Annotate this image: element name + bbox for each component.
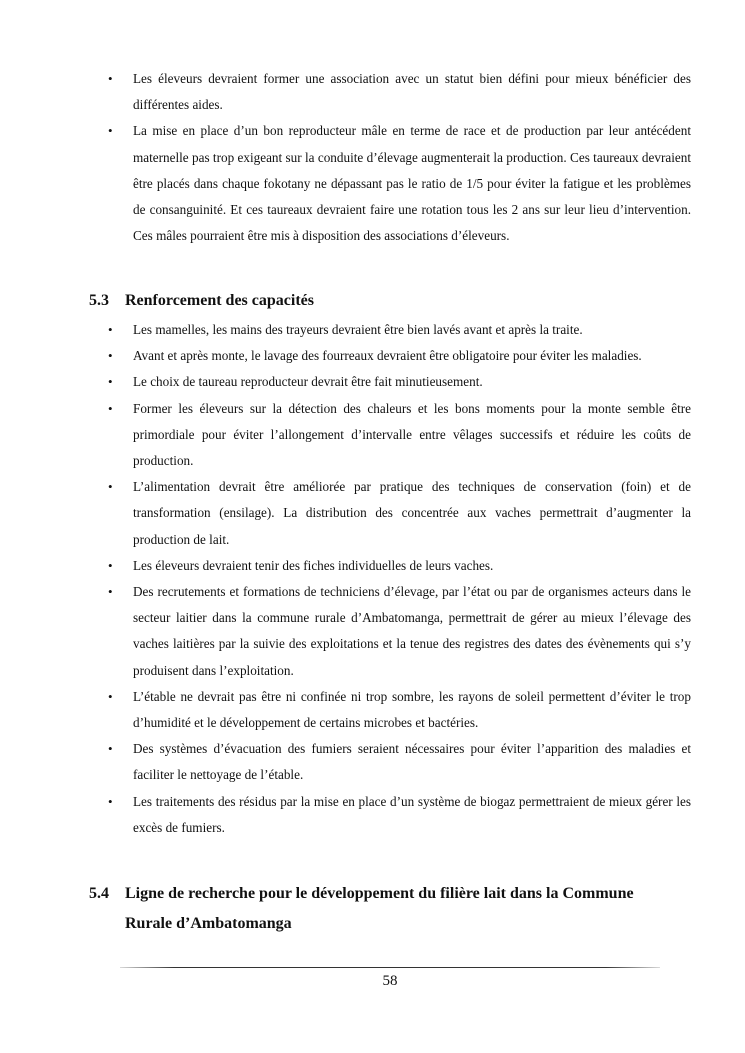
section-title: Renforcement des capacités — [125, 292, 314, 309]
section-number: 5.4 — [89, 885, 109, 902]
footer-divider — [120, 967, 660, 968]
list-item-text: L’étable ne devrait pas être ni confinée ni trop sombre, les rayons de soleil permettent d’éviter le trop d’humidité et le développement de certains microbes et bactéries. — [133, 688, 691, 731]
list-item — [0, 369, 745, 395]
bullet-icon: • — [108, 557, 113, 573]
list-item — [0, 579, 745, 684]
section-heading-5-3 — [89, 286, 691, 316]
section-number: 5.3 — [89, 292, 109, 309]
bullet-icon: • — [108, 348, 113, 364]
list-item-text: Les éleveurs devraient tenir des fiches individuelles de leurs vaches. — [133, 557, 494, 573]
list-item — [0, 474, 745, 553]
bullet-icon: • — [108, 479, 113, 495]
list-item — [0, 317, 745, 343]
bullet-icon: • — [108, 71, 113, 86]
bullet-icon: • — [108, 793, 113, 809]
list-item — [0, 118, 745, 249]
list-item — [0, 66, 745, 118]
list-item — [0, 343, 745, 369]
list-item-text: L’alimentation devrait être améliorée par pratique des techniques de conservation (foin) et de transformation (ensilage). La distribution des concentrée aux vaches permettrait d’augmenter la production de lait. — [133, 479, 691, 547]
bullet-icon: • — [108, 374, 113, 390]
list-item — [0, 396, 745, 475]
section-title-line-2: Rurale d’Ambatomanga — [125, 915, 292, 932]
list-item-text: Les éleveurs devraient former une association avec un statut bien défini pour mieux bénéficier des différentes aides. — [133, 71, 691, 113]
list-item-text: Le choix de taureau reproducteur devrait être fait minutieusement. — [133, 374, 483, 390]
bullet-icon: • — [108, 400, 113, 416]
list-item-text: La mise en place d’un bon reproducteur mâle en terme de race et de production par leur antécédent maternelle pas trop exigeant sur la conduite d’élevage augmenterait la production. Ces taureaux devraient être placés dans chaque fokotany ne dépassant pas le ratio de 1/5 pour éviter la fatigue et les problèmes de consanguinité. Et ces taureaux devraient faire une rotation tous les 2 ans sur leur lieu d’intervention. Ces mâles pourraient être mis à disposition des associations d’éleveurs. — [133, 123, 691, 244]
section-heading-5-4 — [89, 879, 691, 939]
top-bullet-list — [0, 66, 745, 249]
list-item — [0, 789, 745, 841]
page-number: 58 — [382, 973, 398, 989]
list-item-text: Former les éleveurs sur la détection des chaleurs et les bons moments pour la monte semble être primordiale pour éviter l’allongement d’intervalle entre vêlages successifs et réduire les coûts de production. — [133, 400, 691, 469]
bullet-icon: • — [108, 322, 113, 337]
section-title-line-1: Ligne de recherche pour le développement du filière lait dans la Commune — [125, 885, 634, 902]
section-5-3-bullet-list — [0, 317, 745, 841]
list-item — [0, 684, 745, 736]
list-item — [0, 736, 745, 788]
list-item-text: Des recrutements et formations de techniciens d’élevage, par l’état ou par de organismes acteurs dans le secteur laitier dans la commune rurale d’Ambatomanga, permettrait de gérer au mieux l’élevage des vaches laitières par la suivie des exploitations et la tenue des registres des dates des évènements qui s’y produisent dans l’exploitation. — [133, 584, 691, 678]
bullet-icon: • — [108, 741, 113, 757]
list-item-text: Des systèmes d’évacuation des fumiers seraient nécessaires pour éviter l’apparition des maladies et faciliter le nettoyage de l’étable. — [133, 741, 691, 783]
list-item — [0, 553, 745, 579]
list-item-text: Avant et après monte, le lavage des fourreaux devraient être obligatoire pour éviter les maladies. — [133, 348, 642, 364]
bullet-icon: • — [108, 688, 113, 704]
list-item-text: Les traitements des résidus par la mise en place d’un système de biogaz permettraient de mieux gérer les excès de fumiers. — [133, 793, 691, 835]
bullet-icon: • — [108, 584, 113, 600]
list-item-text: Les mamelles, les mains des trayeurs devraient être bien lavés avant et après la traite. — [133, 322, 583, 337]
bullet-icon: • — [108, 123, 113, 139]
